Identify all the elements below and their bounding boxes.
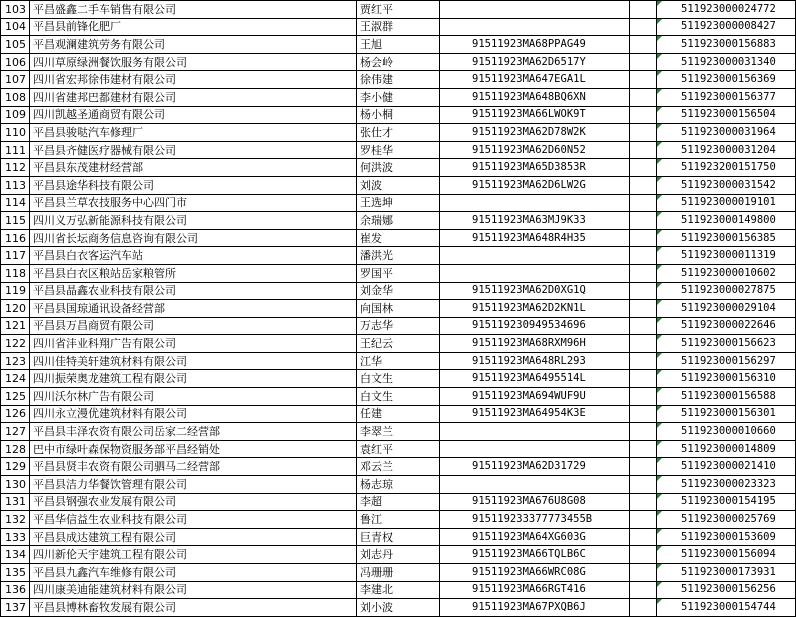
company-name-cell[interactable]: 四川永立漫优建筑材料有限公司	[30, 405, 357, 423]
table-row	[1, 599, 796, 617]
credit-code-cell[interactable]: 91511923MA62D6LW2G	[440, 176, 630, 194]
company-name-cell[interactable]: 四川沃尔林广告有限公司	[30, 388, 357, 406]
table-row	[1, 528, 796, 546]
registration-number-cell[interactable]: 511923000156377	[657, 88, 796, 106]
company-name-cell[interactable]: 平昌县齐健医疗器械有限公司	[30, 141, 357, 159]
legal-representative-cell[interactable]: 徐伟建	[357, 71, 440, 89]
row-number-cell[interactable]: 120	[1, 300, 30, 318]
table-row	[1, 405, 796, 423]
registration-number-cell[interactable]: 511923000023323	[657, 476, 796, 494]
table-row	[1, 317, 796, 335]
spacer-cell[interactable]	[630, 440, 657, 458]
credit-code-cell[interactable]: 91511923MA64954K3E	[440, 405, 630, 423]
row-number-cell[interactable]: 123	[1, 352, 30, 370]
company-name-cell[interactable]: 平昌县国琼通讯设备经营部	[30, 300, 357, 318]
table-body	[1, 1, 796, 617]
legal-representative-cell[interactable]: 刘金华	[357, 282, 440, 300]
table-row	[1, 440, 796, 458]
registration-number-cell[interactable]: 511923000027875	[657, 282, 796, 300]
company-name-cell[interactable]: 四川草原绿洲餐饮服务有限公司	[30, 53, 357, 71]
credit-code-cell[interactable]: 91511923MA65D3853R	[440, 159, 630, 177]
company-name-cell[interactable]: 平昌县万昌商贸有限公司	[30, 317, 357, 335]
registration-number-cell[interactable]: 511923000021410	[657, 458, 796, 476]
company-name-cell[interactable]: 四川新伦天宇建筑工程有限公司	[30, 546, 357, 564]
spacer-cell[interactable]	[630, 159, 657, 177]
registration-number-cell[interactable]: 511923000156301	[657, 405, 796, 423]
credit-code-cell[interactable]: 91511923MA647EGA1L	[440, 71, 630, 89]
legal-representative-cell[interactable]: 王纪云	[357, 335, 440, 353]
row-number-cell[interactable]: 127	[1, 423, 30, 441]
table-row	[1, 247, 796, 265]
credit-code-cell[interactable]: 91511923MA648R4H35	[440, 229, 630, 247]
registration-number-cell[interactable]: 511923000008427	[657, 18, 796, 36]
registration-number-cell[interactable]: 511923000156385	[657, 229, 796, 247]
legal-representative-cell[interactable]: 杨志琼	[357, 476, 440, 494]
table-row	[1, 546, 796, 564]
table-row	[1, 476, 796, 494]
table-row	[1, 493, 796, 511]
registration-number-cell[interactable]: 511923000031340	[657, 53, 796, 71]
spacer-cell[interactable]	[630, 511, 657, 529]
company-name-cell[interactable]: 平昌县贤丰农资有限公司驷马二经营部	[30, 458, 357, 476]
company-name-cell[interactable]: 平昌县白衣客运汽车站	[30, 247, 357, 265]
credit-code-cell[interactable]: 91511923MA62D60N52	[440, 141, 630, 159]
spacer-cell[interactable]	[630, 53, 657, 71]
company-name-cell[interactable]: 四川凯越圣通商贸有限公司	[30, 106, 357, 124]
table-row	[1, 352, 796, 370]
credit-code-cell[interactable]: 91511923MA66LWOK9T	[440, 106, 630, 124]
registration-number-cell[interactable]: 511923200151750	[657, 159, 796, 177]
company-name-cell[interactable]: 平昌县丰泽农资有限公司岳家二经营部	[30, 423, 357, 441]
registration-number-cell[interactable]: 511923000156297	[657, 352, 796, 370]
legal-representative-cell[interactable]: 江华	[357, 352, 440, 370]
company-name-cell[interactable]: 平昌县白衣区粮站岳家粮管所	[30, 264, 357, 282]
table-row	[1, 71, 796, 89]
row-number-cell[interactable]: 125	[1, 388, 30, 406]
row-number-cell[interactable]: 136	[1, 581, 30, 599]
company-name-cell[interactable]: 平昌县途华科技有限公司	[30, 176, 357, 194]
row-number-cell[interactable]: 117	[1, 247, 30, 265]
spacer-cell[interactable]	[630, 141, 657, 159]
company-name-cell[interactable]: 平昌县晶鑫农业科技有限公司	[30, 282, 357, 300]
legal-representative-cell[interactable]: 向国林	[357, 300, 440, 318]
table-row	[1, 176, 796, 194]
legal-representative-cell[interactable]: 白文生	[357, 370, 440, 388]
company-name-cell[interactable]: 平昌华信益生农业科技有限公司	[30, 511, 357, 529]
table-row	[1, 458, 796, 476]
legal-representative-cell[interactable]: 罗桂华	[357, 141, 440, 159]
row-number-cell[interactable]: 108	[1, 88, 30, 106]
legal-representative-cell[interactable]: 李小健	[357, 88, 440, 106]
row-number-cell[interactable]: 116	[1, 229, 30, 247]
credit-code-cell[interactable]	[440, 476, 630, 494]
company-name-cell[interactable]: 平昌县钢强农业发展有限公司	[30, 493, 357, 511]
registration-number-cell[interactable]: 511923000156504	[657, 106, 796, 124]
table-row	[1, 141, 796, 159]
spacer-cell[interactable]	[630, 476, 657, 494]
legal-representative-cell[interactable]: 刘波	[357, 176, 440, 194]
registration-number-cell[interactable]: 511923000011319	[657, 247, 796, 265]
table-row	[1, 282, 796, 300]
spacer-cell[interactable]	[630, 18, 657, 36]
registration-number-cell[interactable]: 511923000010602	[657, 264, 796, 282]
legal-representative-cell[interactable]: 余瑞娜	[357, 212, 440, 230]
credit-code-cell[interactable]: 91511923MA66WRC08G	[440, 564, 630, 582]
spacer-cell[interactable]	[630, 71, 657, 89]
registration-number-cell[interactable]: 511923000156094	[657, 546, 796, 564]
credit-code-cell[interactable]	[440, 18, 630, 36]
table-row	[1, 264, 796, 282]
legal-representative-cell[interactable]: 袁红平	[357, 440, 440, 458]
row-number-cell[interactable]: 133	[1, 528, 30, 546]
table-row	[1, 159, 796, 177]
table-row	[1, 18, 796, 36]
spacer-cell[interactable]	[630, 370, 657, 388]
company-name-cell[interactable]: 四川康美迪能建筑材料有限公司	[30, 581, 357, 599]
credit-code-cell[interactable]: 91511923MA694WUF9U	[440, 388, 630, 406]
registration-number-cell[interactable]: 511923000156883	[657, 36, 796, 54]
legal-representative-cell[interactable]: 王旭	[357, 36, 440, 54]
row-number-cell[interactable]: 129	[1, 458, 30, 476]
registration-number-cell[interactable]: 511923000024772	[657, 1, 796, 19]
legal-representative-cell[interactable]: 任建	[357, 405, 440, 423]
legal-representative-cell[interactable]: 崔发	[357, 229, 440, 247]
credit-code-cell[interactable]: 915119230949534696	[440, 317, 630, 335]
row-number-cell[interactable]: 111	[1, 141, 30, 159]
spacer-cell[interactable]	[630, 229, 657, 247]
row-number-cell[interactable]: 126	[1, 405, 30, 423]
company-name-cell[interactable]: 四川义万弘新能源科技有限公司	[30, 212, 357, 230]
registration-number-cell[interactable]: 511923000029104	[657, 300, 796, 318]
spacer-cell[interactable]	[630, 405, 657, 423]
credit-code-cell[interactable]: 91511923MA66RGT416	[440, 581, 630, 599]
legal-representative-cell[interactable]: 鲁江	[357, 511, 440, 529]
legal-representative-cell[interactable]: 邓云兰	[357, 458, 440, 476]
registration-number-cell[interactable]: 511923000019101	[657, 194, 796, 212]
credit-code-cell[interactable]	[440, 247, 630, 265]
row-number-cell[interactable]: 110	[1, 124, 30, 142]
registration-number-cell[interactable]: 511923000156623	[657, 335, 796, 353]
registration-number-cell[interactable]: 511923000156310	[657, 370, 796, 388]
legal-representative-cell[interactable]: 李建北	[357, 581, 440, 599]
registration-number-cell[interactable]: 511923000154744	[657, 599, 796, 617]
row-number-cell[interactable]: 132	[1, 511, 30, 529]
legal-representative-cell[interactable]: 巨青权	[357, 528, 440, 546]
credit-code-cell[interactable]: 915119233377773455B	[440, 511, 630, 529]
company-name-cell[interactable]: 平昌观澜建筑劳务有限公司	[30, 36, 357, 54]
table-row	[1, 335, 796, 353]
row-number-cell[interactable]: 130	[1, 476, 30, 494]
spacer-cell[interactable]	[630, 106, 657, 124]
table-row	[1, 212, 796, 230]
spacer-cell[interactable]	[630, 352, 657, 370]
company-name-cell[interactable]: 平昌县九鑫汽车维修有限公司	[30, 564, 357, 582]
table-row	[1, 1, 796, 19]
legal-representative-cell[interactable]: 潘洪光	[357, 247, 440, 265]
credit-code-cell[interactable]: 91511923MA62D2KN1L	[440, 300, 630, 318]
spacer-cell[interactable]	[630, 493, 657, 511]
company-name-cell[interactable]: 平昌县兰草农技服务中心四门市	[30, 194, 357, 212]
registration-number-cell[interactable]: 511923000031542	[657, 176, 796, 194]
company-name-cell[interactable]: 平昌县博林畜牧发展有限公司	[30, 599, 357, 617]
registration-number-cell[interactable]: 511923000156588	[657, 388, 796, 406]
legal-representative-cell[interactable]: 贾红平	[357, 1, 440, 19]
credit-code-cell[interactable]: 91511923MA68RXM96H	[440, 335, 630, 353]
registration-number-cell[interactable]: 511923000149800	[657, 212, 796, 230]
row-number-cell[interactable]: 114	[1, 194, 30, 212]
row-number-cell[interactable]: 113	[1, 176, 30, 194]
credit-code-cell[interactable]: 91511923MA63MJ9K33	[440, 212, 630, 230]
row-number-cell[interactable]: 106	[1, 53, 30, 71]
legal-representative-cell[interactable]: 万志华	[357, 317, 440, 335]
credit-code-cell[interactable]: 91511923MA68PPAG49	[440, 36, 630, 54]
spacer-cell[interactable]	[630, 264, 657, 282]
row-number-cell[interactable]: 107	[1, 71, 30, 89]
credit-code-cell[interactable]	[440, 264, 630, 282]
credit-code-cell[interactable]	[440, 194, 630, 212]
credit-code-cell[interactable]: 91511923MA676U8G08	[440, 493, 630, 511]
spacer-cell[interactable]	[630, 423, 657, 441]
legal-representative-cell[interactable]: 刘志丹	[357, 546, 440, 564]
spacer-cell[interactable]	[630, 124, 657, 142]
credit-code-cell[interactable]	[440, 1, 630, 19]
spacer-cell[interactable]	[630, 1, 657, 19]
company-name-cell[interactable]: 四川省宏邦徐伟建材有限公司	[30, 71, 357, 89]
company-name-cell[interactable]: 四川振荣奥龙建筑工程有限公司	[30, 370, 357, 388]
credit-code-cell[interactable]: 91511923MA64XG603G	[440, 528, 630, 546]
table-row	[1, 36, 796, 54]
spacer-cell[interactable]	[630, 564, 657, 582]
legal-representative-cell[interactable]: 张仕才	[357, 124, 440, 142]
spacer-cell[interactable]	[630, 388, 657, 406]
legal-representative-cell[interactable]: 冯珊珊	[357, 564, 440, 582]
row-number-cell[interactable]: 112	[1, 159, 30, 177]
credit-code-cell[interactable]: 91511923MA648RL293	[440, 352, 630, 370]
company-name-cell[interactable]: 四川佳特美轩建筑材料有限公司	[30, 352, 357, 370]
spacer-cell[interactable]	[630, 247, 657, 265]
row-number-cell[interactable]: 128	[1, 440, 30, 458]
registration-number-cell[interactable]: 511923000010660	[657, 423, 796, 441]
credit-code-cell[interactable]: 91511923MA6495514L	[440, 370, 630, 388]
company-name-cell[interactable]: 平昌县骏哒汽车修理厂	[30, 124, 357, 142]
table-row	[1, 53, 796, 71]
spacer-cell[interactable]	[630, 282, 657, 300]
row-number-cell[interactable]: 122	[1, 335, 30, 353]
credit-code-cell[interactable]: 91511923MA62D78W2K	[440, 124, 630, 142]
company-name-cell[interactable]: 平昌县成达建筑工程有限公司	[30, 528, 357, 546]
spacer-cell[interactable]	[630, 36, 657, 54]
table-row	[1, 423, 796, 441]
registration-number-cell[interactable]: 511923000031204	[657, 141, 796, 159]
spacer-cell[interactable]	[630, 599, 657, 617]
row-number-cell[interactable]: 118	[1, 264, 30, 282]
company-name-cell[interactable]: 四川省长坛商务信息咨询有限公司	[30, 229, 357, 247]
table-row	[1, 300, 796, 318]
row-number-cell[interactable]: 104	[1, 18, 30, 36]
registration-number-cell[interactable]: 511923000156369	[657, 71, 796, 89]
credit-code-cell[interactable]: 91511923MA67PXQB6J	[440, 599, 630, 617]
registration-number-cell[interactable]: 511923000025769	[657, 511, 796, 529]
row-number-cell[interactable]: 121	[1, 317, 30, 335]
spacer-cell[interactable]	[630, 176, 657, 194]
spacer-cell[interactable]	[630, 528, 657, 546]
row-number-cell[interactable]: 115	[1, 212, 30, 230]
credit-code-cell[interactable]	[440, 440, 630, 458]
table-row	[1, 511, 796, 529]
registration-number-cell[interactable]: 511923000173931	[657, 564, 796, 582]
legal-representative-cell[interactable]: 罗国平	[357, 264, 440, 282]
spacer-cell[interactable]	[630, 546, 657, 564]
row-number-cell[interactable]: 105	[1, 36, 30, 54]
table-row	[1, 106, 796, 124]
row-number-cell[interactable]: 134	[1, 546, 30, 564]
credit-code-cell[interactable]	[440, 423, 630, 441]
company-name-cell[interactable]: 平昌盛鑫二手车销售有限公司	[30, 1, 357, 19]
credit-code-cell[interactable]: 91511923MA62D31729	[440, 458, 630, 476]
table-row	[1, 564, 796, 582]
table-row	[1, 88, 796, 106]
table-row	[1, 388, 796, 406]
company-name-cell[interactable]: 四川省沣业科翔广告有限公司	[30, 335, 357, 353]
company-name-cell[interactable]: 四川省建邦巴都建材有限公司	[30, 88, 357, 106]
credit-code-cell[interactable]: 91511923MA648BQ6XN	[440, 88, 630, 106]
table-row	[1, 370, 796, 388]
legal-representative-cell[interactable]: 杨会岭	[357, 53, 440, 71]
spacer-cell[interactable]	[630, 212, 657, 230]
credit-code-cell[interactable]: 91511923MA66TQLB6C	[440, 546, 630, 564]
registration-number-cell[interactable]: 511923000156256	[657, 581, 796, 599]
credit-code-cell[interactable]: 91511923MA62D6517Y	[440, 53, 630, 71]
legal-representative-cell[interactable]: 何洪波	[357, 159, 440, 177]
row-number-cell[interactable]: 124	[1, 370, 30, 388]
table-row	[1, 581, 796, 599]
registration-number-cell[interactable]: 511923000154195	[657, 493, 796, 511]
row-number-cell[interactable]: 135	[1, 564, 30, 582]
row-number-cell[interactable]: 119	[1, 282, 30, 300]
spacer-cell[interactable]	[630, 335, 657, 353]
legal-representative-cell[interactable]: 杨小桐	[357, 106, 440, 124]
spacer-cell[interactable]	[630, 194, 657, 212]
company-name-cell[interactable]: 巴中市绿叶森保物资服务部平昌经销处	[30, 440, 357, 458]
registration-number-cell[interactable]: 511923000014809	[657, 440, 796, 458]
company-name-cell[interactable]: 平昌县洁力华餐饮管理有限公司	[30, 476, 357, 494]
registration-number-cell[interactable]: 511923000031964	[657, 124, 796, 142]
company-name-cell[interactable]: 平昌县前锋化肥厂	[30, 18, 357, 36]
legal-representative-cell[interactable]: 李翠兰	[357, 423, 440, 441]
credit-code-cell[interactable]: 91511923MA62D0XG1Q	[440, 282, 630, 300]
legal-representative-cell[interactable]: 白文生	[357, 388, 440, 406]
table-row	[1, 194, 796, 212]
company-name-cell[interactable]: 平昌县东茂建材经营部	[30, 159, 357, 177]
legal-representative-cell[interactable]: 李超	[357, 493, 440, 511]
registration-number-cell[interactable]: 511923000022646	[657, 317, 796, 335]
legal-representative-cell[interactable]: 王选坤	[357, 194, 440, 212]
spacer-cell[interactable]	[630, 581, 657, 599]
row-number-cell[interactable]: 109	[1, 106, 30, 124]
legal-representative-cell[interactable]: 王淑群	[357, 18, 440, 36]
spacer-cell[interactable]	[630, 88, 657, 106]
registration-number-cell[interactable]: 511923000153609	[657, 528, 796, 546]
legal-representative-cell[interactable]: 刘小波	[357, 599, 440, 617]
table-row	[1, 124, 796, 142]
row-number-cell[interactable]: 103	[1, 1, 30, 19]
spacer-cell[interactable]	[630, 317, 657, 335]
table-row	[1, 229, 796, 247]
row-number-cell[interactable]: 131	[1, 493, 30, 511]
spacer-cell[interactable]	[630, 458, 657, 476]
row-number-cell[interactable]: 137	[1, 599, 30, 617]
spacer-cell[interactable]	[630, 300, 657, 318]
